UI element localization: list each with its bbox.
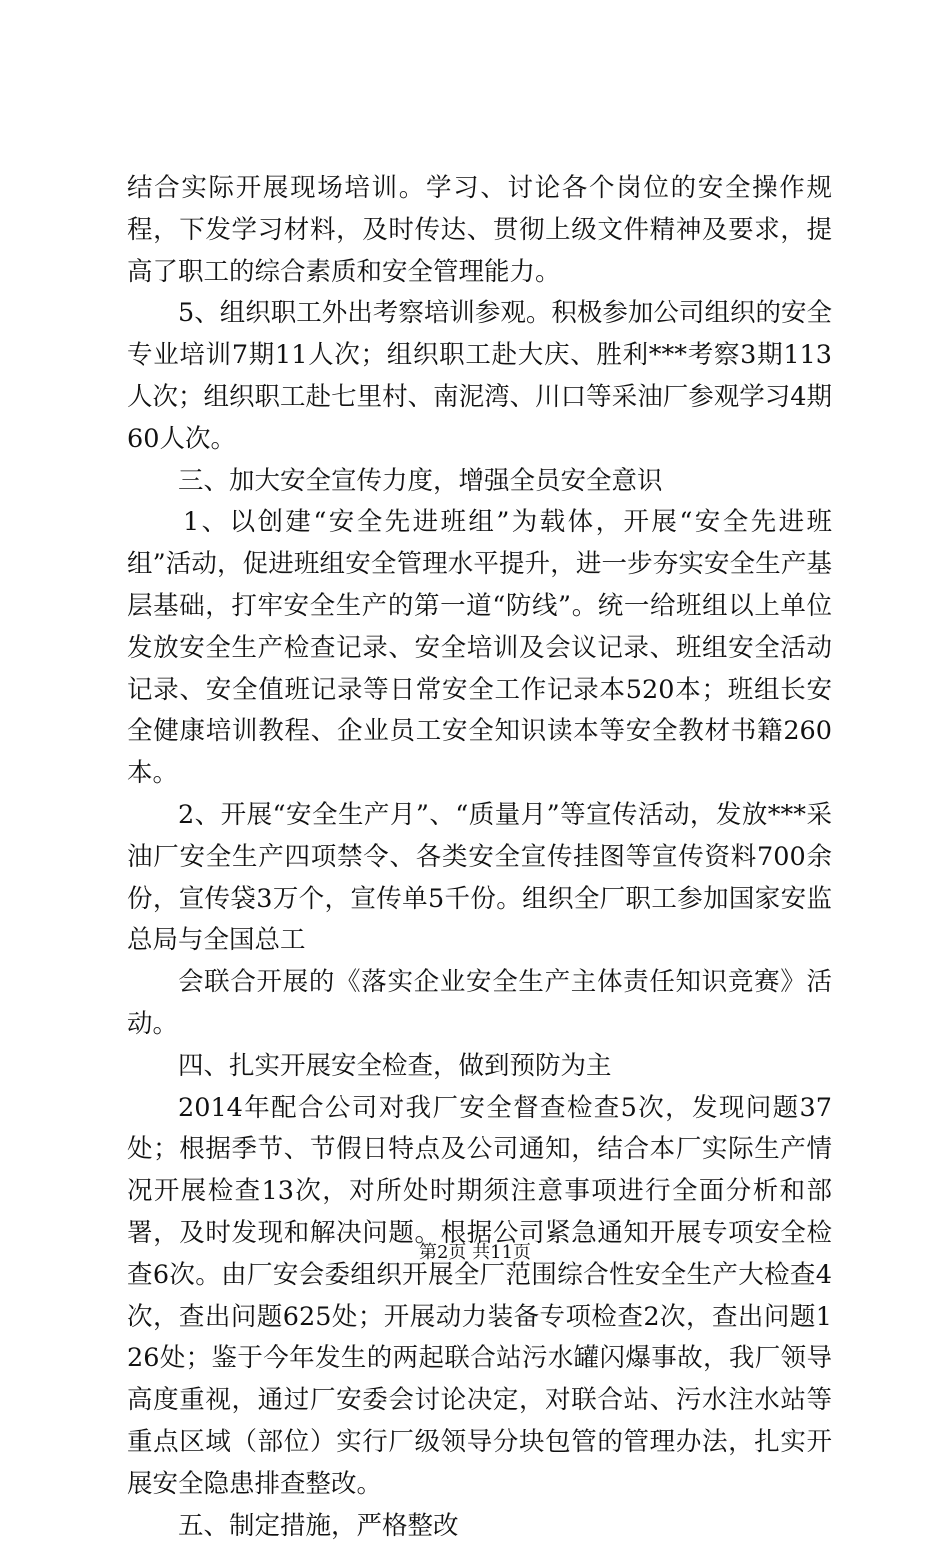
section-heading-4: 四、扎实开展安全检查，做到预防为主	[127, 1046, 832, 1088]
section-heading-3: 三、加大安全宣传力度，增强全员安全意识	[127, 461, 832, 503]
section-heading-5: 五、制定措施，严格整改	[127, 1506, 832, 1547]
paragraph-external-training: 5、组织职工外出考察培训参观。积极参加公司组织的安全专业培训7期11人次；组织职工赴大庆、胜利***考察3期113人次；组织职工赴七里村、南泥湾、川口等采油厂参观学习4期60人次。	[127, 293, 832, 460]
paragraph-safety-inspection: 2014年配合公司对我厂安全督查检查5次，发现问题37处；根据季节、节假日特点及公司通知，结合本厂实际生产情况开展检查13次，对所处时期须注意事项进行全面分析和部署，及时发现和解决问题。根据公司紧急通知开展专项安全检查6次。由厂安会委组织开展全厂范围综合性安全生产大检查4次，查出问题625处；开展动力装备专项检查2次，查出问题126处；鉴于今年发生的两起联合站污水罐闪爆事故，我厂领导高度重视，通过厂安委会讨论决定，对联合站、污水注水站等重点区域（部位）实行厂级领导分块包管的管理办法，扎实开展安全隐患排查整改。	[127, 1088, 832, 1506]
document-body	[127, 168, 832, 1547]
paragraph-knowledge-contest: 会联合开展的《落实企业安全生产主体责任知识竞赛》活动。	[127, 962, 832, 1046]
paragraph-safety-month: 2、开展“安全生产月”、“质量月”等宣传活动，发放***采油厂安全生产四项禁令、各类安全宣传挂图等宣传资料700余份，宣传袋3万个，宣传单5千份。组织全厂职工参加国家安监总局与全国总工	[127, 795, 832, 962]
paragraph-training-continuation: 结合实际开展现场培训。学习、讨论各个岗位的安全操作规程，下发学习材料，及时传达、贯彻上级文件精神及要求，提高了职工的综合素质和安全管理能力。	[127, 168, 832, 293]
page-footer: 第2页 共11页	[0, 1242, 950, 1264]
paragraph-team-building: 1、以创建“安全先进班组”为载体，开展“安全先进班组”活动，促进班组安全管理水平提升，进一步夯实安全生产基层基础，打牢安全生产的第一道“防线”。统一给班组以上单位发放安全生产检查记录、安全培训及会议记录、班组安全活动记录、安全值班记录等日常安全工作记录本520本；班组长安全健康培训教程、企业员工安全知识读本等安全教材书籍260本。	[127, 502, 832, 795]
